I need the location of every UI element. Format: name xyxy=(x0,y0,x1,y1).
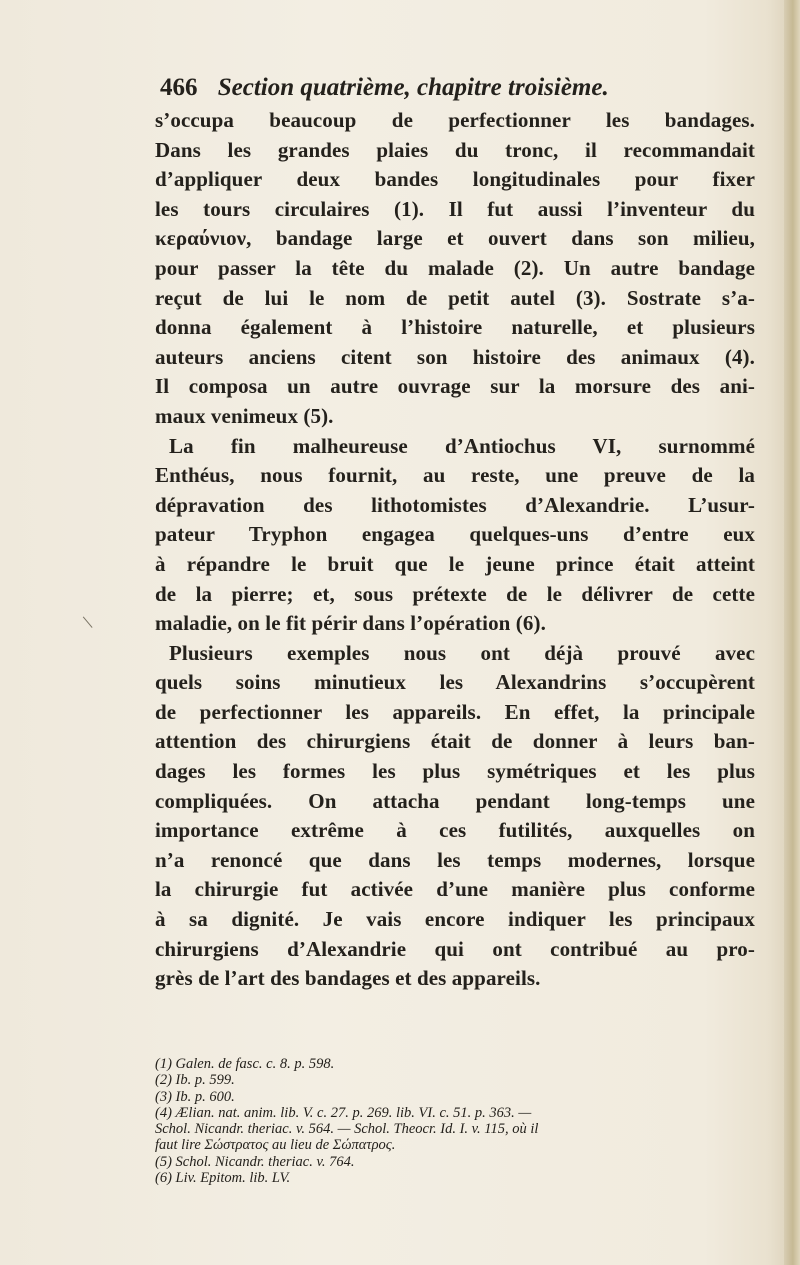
body-line: maladie, on le fit périr dans l’opération (6). xyxy=(155,611,546,636)
footnote: (2) Ib. p. 599. xyxy=(155,1072,235,1089)
body-line: auteurs anciens citent son histoire des animaux (4). xyxy=(155,344,755,369)
body-line: chirurgiens d’Alexandrie qui ont contribué au pro- xyxy=(155,936,755,961)
body-line: grès de l’art des bandages et des appareils. xyxy=(155,966,541,991)
body-line: La fin malheureuse d’Antiochus VI, surnommé xyxy=(169,433,755,458)
body-line: attention des chirurgiens était de donner à leurs ban- xyxy=(155,729,755,754)
body-line: reçut de lui le nom de petit autel (3). Sostrate s’a- xyxy=(155,285,755,310)
body-line: pateur Tryphon engagea quelques-uns d’entre eux xyxy=(155,522,755,547)
body-line: la chirurgie fut activée d’une manière plus conforme xyxy=(155,877,755,902)
body-line: de perfectionner les appareils. En effet, la principale xyxy=(155,699,755,724)
body-line: s’occupa beaucoup de perfectionner les bandages. xyxy=(155,108,755,132)
body-line: de la pierre; et, sous prétexte de le délivrer de cette xyxy=(155,581,755,606)
footnote: (4) Ælian. nat. anim. lib. V. c. 27. p. 269. lib. VI. c. 51. p. 363. — xyxy=(155,1104,532,1121)
body-line: maux venimeux (5). xyxy=(155,403,334,428)
page-number: 466 xyxy=(160,74,198,101)
body-line: κεραύνιον, bandage large et ouvert dans son milieu, xyxy=(155,226,755,251)
body-line: à répandre le bruit que le jeune prince était atteint xyxy=(155,551,755,576)
body-text xyxy=(155,106,755,994)
footnote: (5) Schol. Nicandr. theriac. v. 764. xyxy=(155,1153,355,1170)
body-line: importance extrême à ces futilités, auxquelles on xyxy=(155,818,755,843)
footnote: faut lire Σώστρατος au lieu de Σώπατρος. xyxy=(155,1137,396,1154)
body-line: compliquées. On attacha pendant long-temps une xyxy=(155,788,755,813)
body-line: Dans les grandes plaies du tronc, il recommandait xyxy=(155,137,755,162)
body-line: les tours circulaires (1). Il fut aussi l’inventeur du xyxy=(155,196,755,221)
footnotes xyxy=(155,1056,755,1186)
body-line: pour passer la tête du malade (2). Un autre bandage xyxy=(155,255,755,280)
page-edge xyxy=(784,0,800,1265)
body-line: Plusieurs exemples nous ont déjà prouvé avec xyxy=(169,640,755,665)
body-line: Enthéus, nous fournit, au reste, une preuve de la xyxy=(155,463,755,488)
body-line: n’a renoncé que dans les temps modernes, lorsque xyxy=(155,847,755,872)
footnote: (6) Liv. Epitom. lib. LV. xyxy=(155,1170,291,1187)
body-line: d’appliquer deux bandes longitudinales pour fixer xyxy=(155,167,755,192)
footnote: Schol. Nicandr. theriac. v. 564. — Schol. Theocr. Id. I. v. 115, où il xyxy=(155,1121,539,1138)
footnote: (1) Galen. de fasc. c. 8. p. 598. xyxy=(155,1056,335,1072)
page-header xyxy=(160,74,720,108)
body-line: Il composa un autre ouvrage sur la morsure des ani- xyxy=(155,374,755,399)
body-line: dages les formes les plus symétriques et les plus xyxy=(155,759,755,784)
footnote: (3) Ib. p. 600. xyxy=(155,1088,235,1105)
body-line: quels soins minutieux les Alexandrins s’occupèrent xyxy=(155,670,755,695)
running-title: Section quatrième, chapitre troisième. xyxy=(217,74,609,101)
body-line: donna également à l’histoire naturelle, et plusieurs xyxy=(155,315,755,340)
body-line: dépravation des lithotomistes d’Alexandrie. L’usur- xyxy=(155,492,755,517)
body-line: à sa dignité. Je vais encore indiquer les principaux xyxy=(155,907,755,932)
